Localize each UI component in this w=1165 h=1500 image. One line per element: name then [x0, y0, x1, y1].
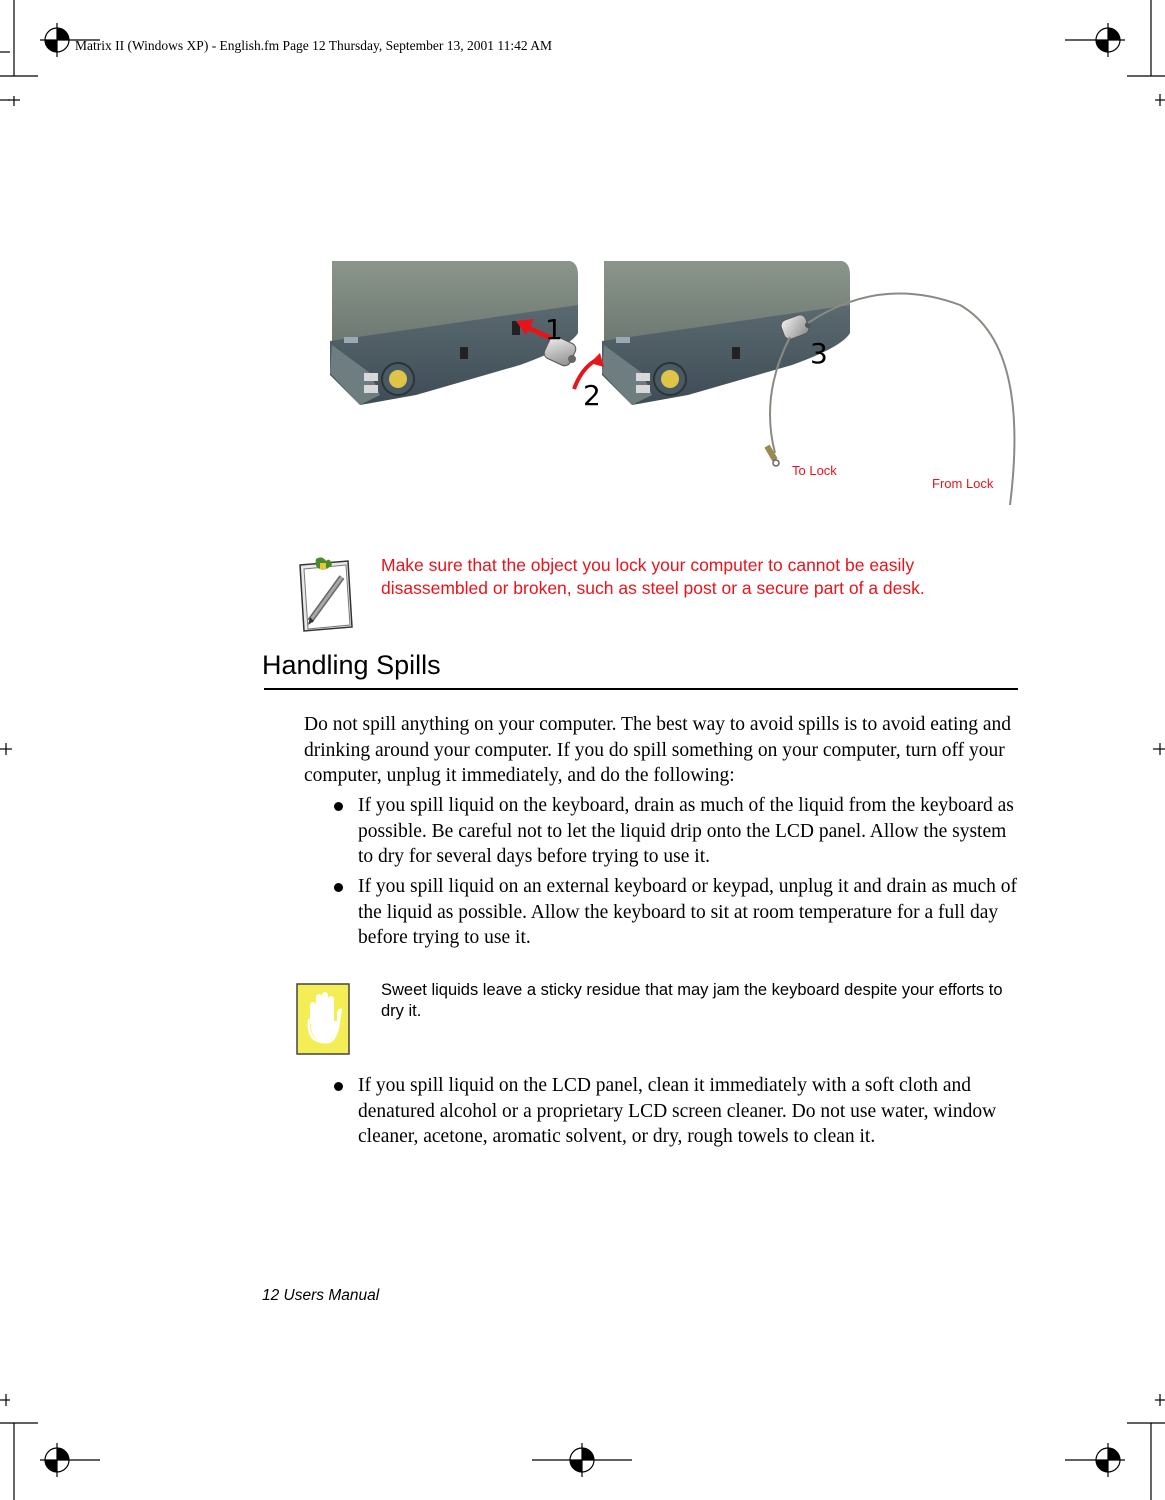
section-rule — [264, 688, 1018, 690]
bullet-text: If you spill liquid on the keyboard, drain as much of the liquid from the keyboard as possible. Be careful not to let the liquid drip onto the LCD panel. Allow the system to dry for several days before trying to use it. — [358, 795, 1014, 867]
step-3-label: 3 — [810, 337, 828, 370]
bullet-dot — [334, 883, 343, 892]
to-lock-label: To Lock — [792, 463, 837, 478]
note-text: Make sure that the object you lock your computer to cannot be easily disassembled or broken, such as steel post or a secure part of a desk. — [381, 555, 925, 598]
bullet-dot — [334, 1082, 343, 1091]
caution-hand-icon — [296, 983, 350, 1055]
section-intro: Do not spill anything on your computer. The best way to avoid spills is to avoid eating and drinking around your computer. If you do spill something on your computer, turn off your computer, unplug it immediately, and do the following: — [304, 714, 1011, 786]
step-1-label: 1 — [545, 313, 563, 346]
page-footer: 12 Users Manual — [262, 1287, 380, 1304]
from-lock-label: From Lock — [932, 476, 994, 491]
note-icon — [296, 555, 356, 633]
laptop-right — [602, 261, 850, 405]
bullet-item-3 — [334, 1073, 1024, 1150]
cable-end — [764, 445, 779, 466]
section-title: Handling Spills — [262, 650, 441, 680]
step-2-label: 2 — [583, 379, 601, 412]
bullet-item-2 — [334, 874, 1024, 951]
bullet-dot — [334, 802, 343, 811]
caution-text: Sweet liquids leave a sticky residue that may jam the keyboard despite your efforts to dry it. — [381, 981, 1003, 1020]
bullet-text: If you spill liquid on the LCD panel, clean it immediately with a soft cloth and denatured alcohol or a proprietary LCD screen cleaner. Do not use water, window cleaner, acetone, aromatic solvent, or dry, rough towels to clean it. — [358, 1075, 997, 1147]
bullet-item-1 — [334, 793, 1024, 870]
laptop-lock-figure — [320, 255, 1030, 515]
print-header: Matrix II (Windows XP) - English.fm Page 12 Thursday, September 13, 2001 11:42 AM — [75, 38, 553, 53]
bullet-text: If you spill liquid on an external keyboard or keypad, unplug it and drain as much of the liquid as possible. Allow the keyboard to sit at room temperature for a full day before trying to use it. — [358, 876, 1018, 948]
